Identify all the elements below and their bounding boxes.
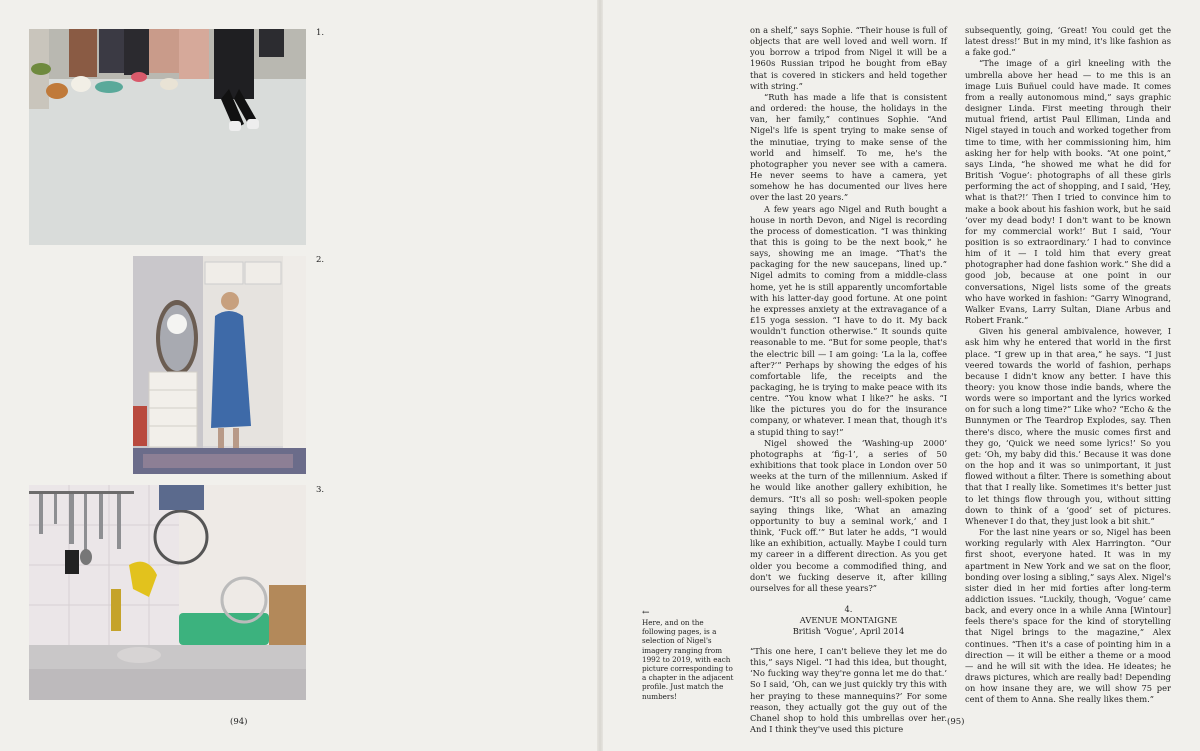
right-page-number: (95) bbox=[947, 717, 965, 727]
paragraph: Nigel showed the ‘Washing-up 2000’ photographs at ‘fig-1’, a series of 50 exhibitions that took place in London over 50 weeks at the turn of the millennium. Asked if he would like another gallery exhibition, he demurs. “It's all so posh: well-spoken people saying things like, ‘What an amazing opportunity to buy a seminal work,’ and I think, ‘Fuck off.’” But later he adds, “I would like an exhibition, actually. Maybe I could turn my career in a different direction. As you get older you become a commodified thing, and don't we fucking deserve it, after killing ourselves for all these years?” bbox=[750, 437, 947, 593]
paragraph: “Ruth has made a life that is consistent and ordered: the house, the holidays in the van, her family,” continues Sophie. “And Nigel's life is spent trying to make sense of the minutiae, trying to make sense of the world and himself. To me, he's the photographer you never see with a camera. He never seems to have a camera, yet somehow he has documented our lives here over the last 20 years.” bbox=[750, 91, 947, 203]
left-page-number: (94) bbox=[230, 717, 248, 727]
paragraph: A few years ago Nigel and Ruth bought a house in north Devon, and Nigel is recording the process of domestication. “I was thinking that this is going to be the next book,” he says, showing me an image. “That's the packaging for the new saucepans, lined up.” Nigel admits to coming from a middle-class home, yet he is still apparently uncomfortable with his latter-day good fortune. At one point he expresses anxiety at the extravagance of a £15 yoga session. “I have to do it. My back wouldn't function otherwise.” It sounds quite reasonable to me. “But for some people, that's the electric bill — I am going: ‘La la la, coffee after?’” Perhaps by showing the edges of his comfortable life, the receipts and the packaging, he is trying to make peace with its centre. “You know what I like?” he asks. “I like the pictures you do for the insurance company, or whatever. I mean that, though it's a stupid thing to say!” bbox=[750, 203, 947, 437]
article-column-2 bbox=[965, 25, 1171, 706]
photo-1 bbox=[29, 29, 306, 245]
paragraph: For the last nine years or so, Nigel has been working regularly with Alex Harrington. “Our first shoot, everyone hated. It was in my apartment in New York and we sat on the floor, bonding over losing a sibling,” says Alex. Nigel's sister died in her mid forties after long-term addiction issues. “Luckily, though, ‘Vogue’ came back, and every once in a while Anna [Wintour] feels there's space for the kind of storytelling that Nigel brings to the magazine,” Alex continues. “Then it's a case of pointing him in a direction — it will be either a theme or a mood — and he will sit with the idea. He ideates; he draws pictures, which are really bad! Depending on how insane they are, we will show 75 per cent of them to Anna. She really likes them.” bbox=[965, 527, 1171, 705]
photo-number-3: 3. bbox=[316, 485, 325, 495]
paragraph: on a shelf,” says Sophie. “Their house is full of objects that are well loved and well worn. If you borrow a tripod from Nigel it will be a 1960s Russian tripod he bought from eBay that is covered in stickers and held together with string.” bbox=[750, 25, 947, 91]
paragraph: Given his general ambivalence, however, I ask him why he entered that world in the first place. “I grew up in that area,” he says. “I just veered towards the world of fashion, perhaps because I didn't know any better. I have this theory: you know those indie bands, where the words were so important and the lyrics worked on for such a long time?” Like who? “Echo & the Bunnymen or The Teardrop Explodes, say. Then there's disco, where the music comes first and they go, ‘Quick we need some lyrics!’ So you get: ‘Oh, my baby did this.’ Because it was done on the hop and it was so unimportant, it just flowed without a filter. There is something about that that I really like. Sometimes it's better just to let things flow through you, without sitting down to think of a ‘good’ set of pictures. Whenever I do that, they just look a bit shit.” bbox=[965, 326, 1171, 526]
page-gutter bbox=[597, 0, 603, 751]
section-heading bbox=[750, 604, 947, 637]
section-subtitle: British ‘Vogue’, April 2014 bbox=[792, 625, 905, 636]
sidebar-note bbox=[642, 609, 737, 701]
section-title: AVENUE MONTAIGNE bbox=[799, 614, 898, 625]
photo-girls-sitting-on-floor-image bbox=[29, 29, 306, 245]
section-number: 4. bbox=[844, 603, 853, 614]
photo-kitchen-sink-utensils-image bbox=[29, 485, 306, 700]
article-column-1 bbox=[750, 25, 947, 735]
photo-woman-in-blue-dressing-gown-image bbox=[133, 256, 306, 474]
paragraph: subsequently, going, ‘Great! You could get the latest dress!’ But in my mind, it's like fashion as a fake god.” bbox=[965, 25, 1171, 58]
photo-2 bbox=[133, 256, 306, 474]
sidebar-note-text: Here, and on the following pages, is a selection of Nigel's imagery ranging from 1992 to 2019, with each picture corresponding to a chapter in the adjacent profile. Just match the numbers! bbox=[642, 618, 734, 701]
paragraph: “The image of a girl kneeling with the umbrella above her head — to me this is an image Luis Buñuel could have made. It comes from a really autonomous mind,” says graphic designer Linda. First meeting through their mutual friend, artist Paul Elliman, Linda and Nigel stayed in touch and worked together from time to time, with her commissioning him, him asking her for help with books. “At one point,” says Linda, “he showed me what he did for British ‘Vogue’: photographs of all these girls performing the act of shopping, and I said, ‘Hey, what is that?!’ Then I tried to convince him to make a book about his fashion work, but he said ‘over my dead body! I don't want to be known for my commercial work!’ But I said, ‘Your position is so extraordinary.’ I had to convince him of it — I told him that every great photographer had done fashion work.” She did a good job, because at one point in our conversations, Nigel lists some of the greats who have worked in fashion: “Garry Winogrand, Walker Evans, Larry Sultan, Diane Arbus and Robert Frank.” bbox=[965, 58, 1171, 326]
paragraph: “This one here, I can't believe they let me do this,” says Nigel. “I had this idea, but thought, ‘No fucking way they're gonna let me do that.’ So I said, ‘Oh, can we just quickly try this with her praying to these mannequins?’ For some reason, they actually got the guy out of the Chanel shop to hold this umbrellas over her. And I think they've used this picture bbox=[750, 645, 947, 735]
photo-number-2: 2. bbox=[316, 255, 325, 265]
photo-3 bbox=[29, 485, 306, 700]
photo-number-1: 1. bbox=[316, 28, 325, 38]
arrow-left-icon: ← bbox=[642, 608, 650, 618]
